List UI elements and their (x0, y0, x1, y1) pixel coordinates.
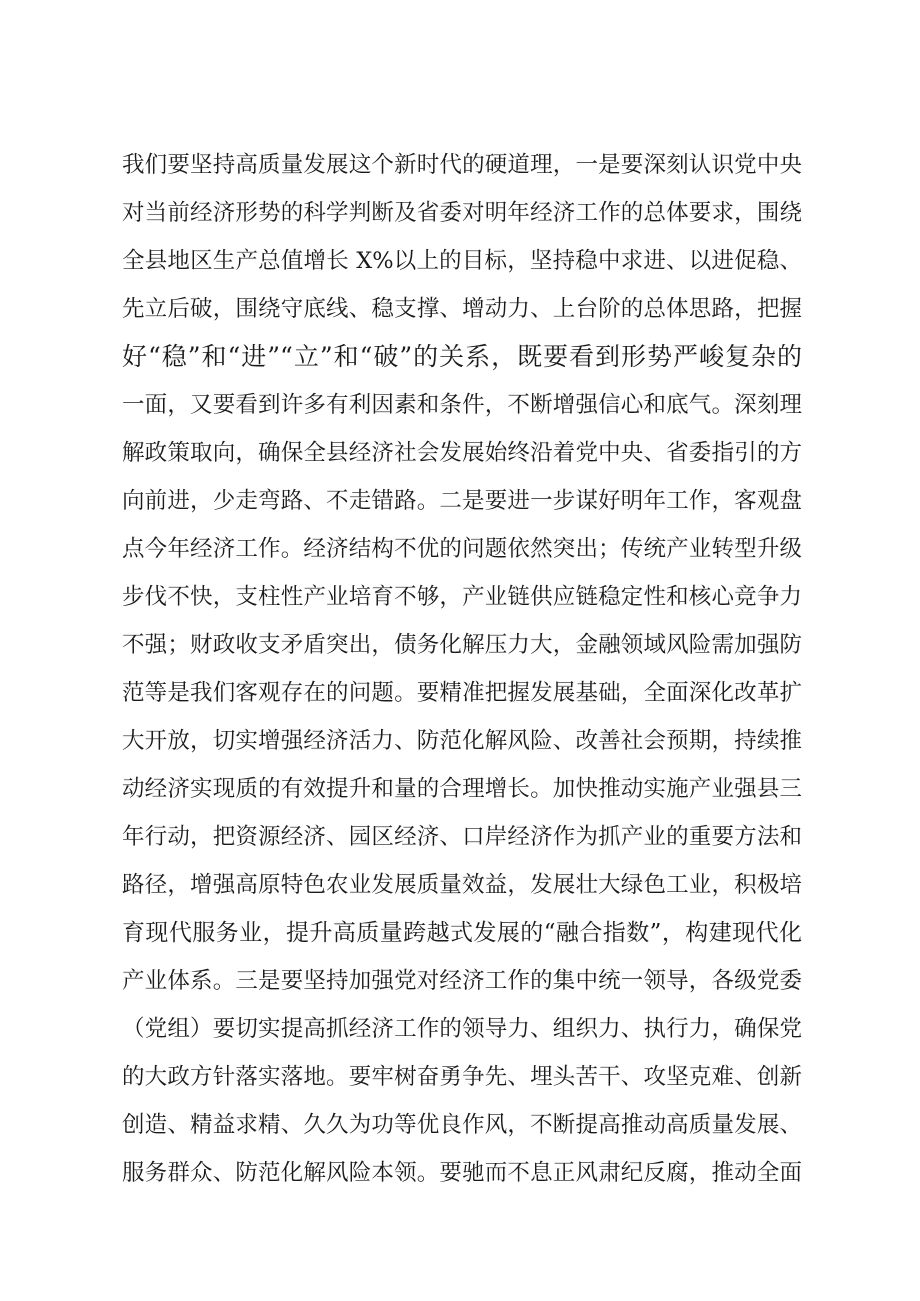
text-line: 路径，增强高原特色农业发展质量效益，发展壮大绿色工业，积极培 (122, 872, 802, 898)
text-line: 动经济实现质的有效提升和量的合理增长。加快推动实施产业强县三 (122, 776, 802, 802)
text-line: 向前进，少走弯路、不走错路。二是要进一步谋好明年工作，客观盘 (122, 488, 802, 514)
text-line: 创造、精益求精、久久为功等优良作风，不断提高推动高质量发展、 (122, 1112, 802, 1138)
text-line: 大开放，切实增强经济活力、防范化解风险、改善社会预期，持续推 (122, 728, 802, 754)
text-line: 先立后破，围绕守底线、稳支撑、增动力、上台阶的总体思路，把握 (122, 296, 802, 322)
text-line: 我们要坚持高质量发展这个新时代的硬道理，一是要深刻认识党中央 (122, 152, 802, 178)
text-line: 好“稳”和“进”“立”和“破”的关系，既要看到形势严峻复杂的 (122, 342, 802, 371)
text-line: 点今年经济工作。经济结构不优的问题依然突出；传统产业转型升级 (122, 536, 802, 562)
text-line: 服务群众、防范化解风险本领。要驰而不息正风肃纪反腐，推动全面 (122, 1160, 802, 1186)
text-line: 一面，又要看到许多有利因素和条件，不断增强信心和底气。深刻理 (122, 392, 802, 418)
text-line: 步伐不快，支柱性产业培育不够，产业链供应链稳定性和核心竞争力 (122, 584, 802, 610)
text-line: 范等是我们客观存在的问题。要精准把握发展基础，全面深化改革扩 (122, 680, 802, 706)
text-line: 产业体系。三是要坚持加强党对经济工作的集中统一领导，各级党委 (122, 968, 802, 994)
body-paragraph (122, 141, 802, 1197)
text-line: （党组）要切实提高抓经济工作的领导力、组织力、执行力，确保党 (122, 1016, 802, 1042)
text-line: 不强；财政收支矛盾突出，债务化解压力大，金融领域风险需加强防 (122, 632, 802, 658)
text-line: 全县地区生产总值增长 X%以上的目标，坚持稳中求进、以进促稳、 (122, 248, 802, 274)
text-line: 对当前经济形势的科学判断及省委对明年经济工作的总体要求，围绕 (122, 200, 802, 226)
text-line: 的大政方针落实落地。要牢树奋勇争先、埋头苦干、攻坚克难、创新 (122, 1064, 802, 1090)
text-line: 解政策取向，确保全县经济社会发展始终沿着党中央、省委指引的方 (122, 440, 802, 466)
text-line: 年行动，把资源经济、园区经济、口岸经济作为抓产业的重要方法和 (122, 824, 802, 850)
text-line: 育现代服务业，提升高质量跨越式发展的“融合指数”，构建现代化 (122, 920, 802, 946)
